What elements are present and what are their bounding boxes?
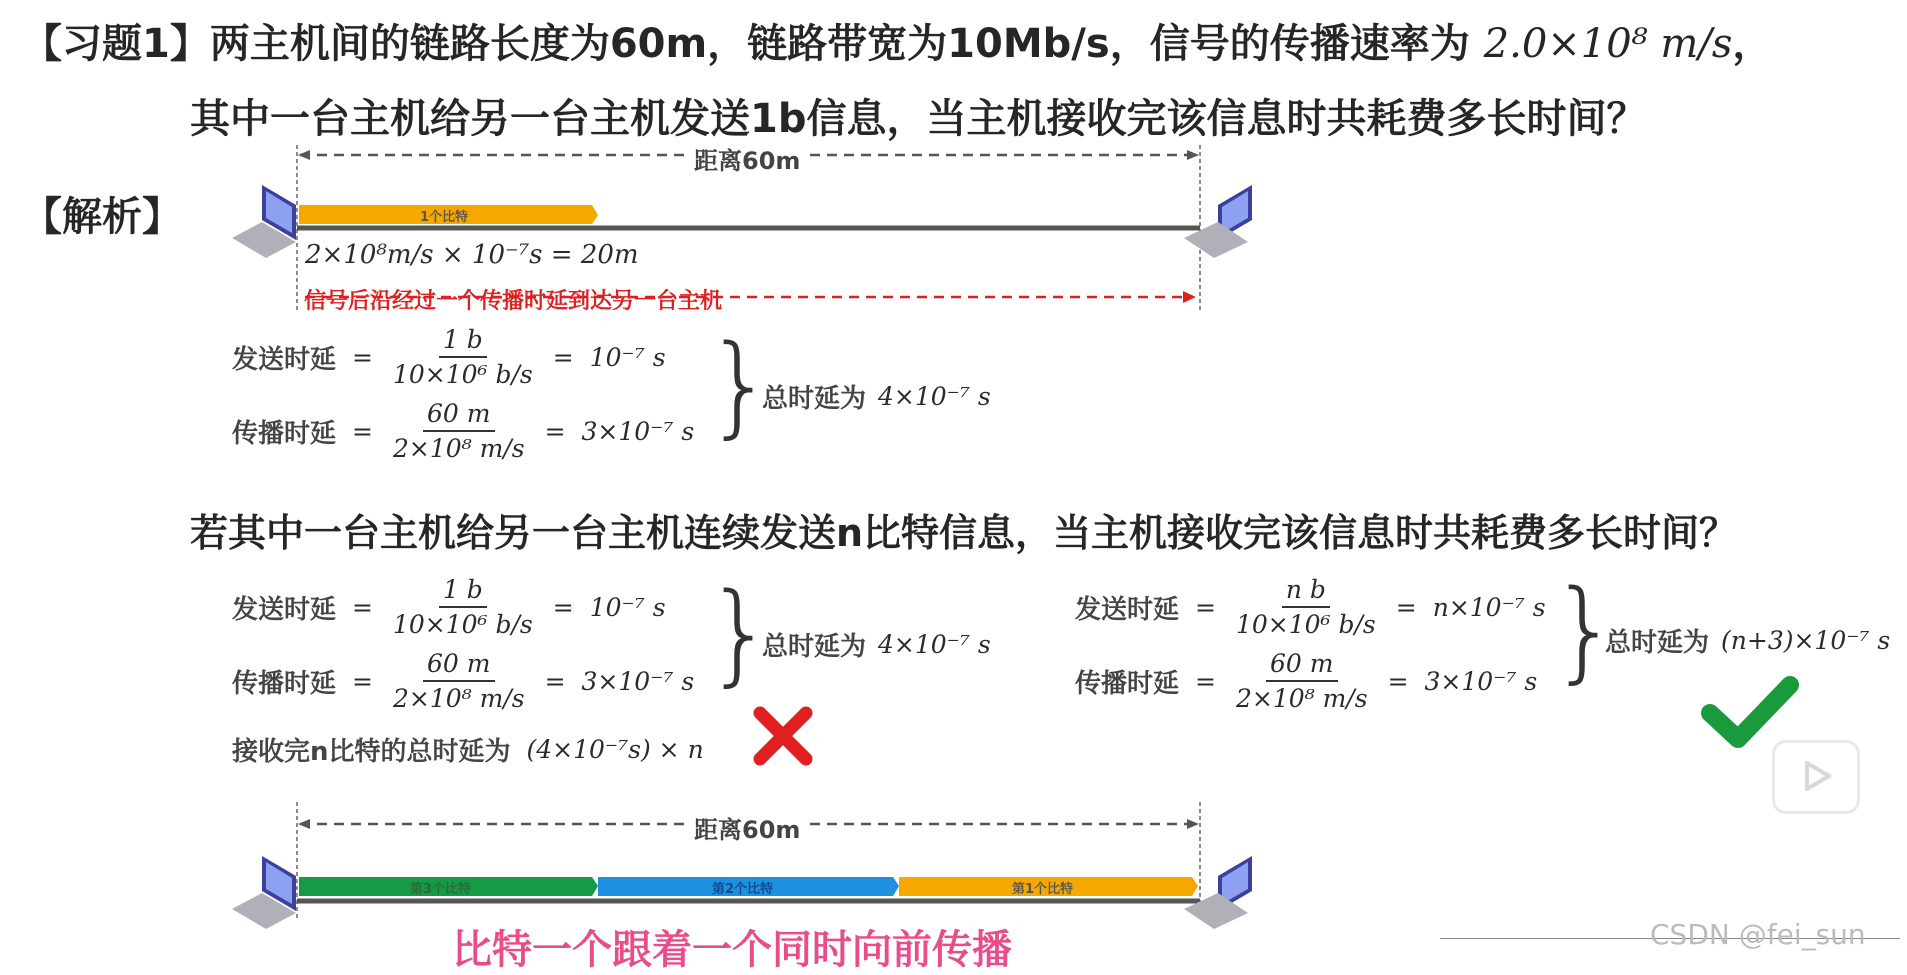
prop-delay-label: 传播时延	[1075, 668, 1180, 699]
speed-math: 2.0×10⁸ m/s	[1483, 21, 1733, 67]
laptop-left-icon	[232, 185, 296, 258]
equals-sign: =	[552, 342, 574, 372]
diagram-n-bits	[0, 790, 1907, 971]
send-delay-numerator: 1 b	[439, 325, 487, 358]
send-delay-numerator: n b	[1282, 575, 1330, 608]
send-delay-label: 发送时延	[232, 594, 337, 625]
send-delay-label: 发送时延	[232, 344, 337, 375]
total-delay-right	[1605, 622, 1890, 659]
question-2: 若其中一台主机给另一台主机连续发送n比特信息，当主机接收完该信息时共耗费多长时间？	[190, 511, 1738, 555]
total-delay-label: 总时延为	[762, 384, 867, 414]
send-delay-label: 发送时延	[1075, 594, 1180, 625]
prop-delay-numerator: 60 m	[423, 399, 494, 432]
equals-sign: =	[1387, 666, 1409, 696]
equals-sign: =	[1195, 666, 1216, 696]
equals-sign: =	[1395, 592, 1417, 622]
prop-delay-row-right	[1075, 649, 1546, 713]
wrong-total-row	[232, 731, 704, 768]
prop-delay-row-wrong	[232, 649, 704, 713]
send-delay-numerator: 1 b	[439, 575, 487, 608]
prop-delay-fraction	[389, 649, 529, 713]
total-delay-value: (n+3)×10⁻⁷ s	[1721, 626, 1891, 655]
equals-sign: =	[352, 416, 373, 446]
equations-block-wrong	[232, 575, 704, 768]
send-delay-result: 10⁻⁷ s	[589, 592, 666, 622]
diagram-1-lines	[0, 0, 1907, 330]
total-delay-label: 总时延为	[1605, 628, 1710, 658]
distance-label-2: 距离60m	[694, 816, 801, 844]
equations-block-right	[1075, 575, 1546, 713]
prop-delay-numerator: 60 m	[1266, 649, 1337, 682]
send-delay-row-wrong	[232, 575, 704, 639]
prop-delay-denominator: 2×10⁸ m/s	[1235, 684, 1368, 713]
send-delay-result: n×10⁻⁷ s	[1432, 592, 1546, 622]
equals-sign: =	[352, 666, 373, 696]
distance-calc: 2×10⁸m/s × 10⁻⁷s = 20m	[305, 240, 639, 270]
brace-2: }	[705, 569, 775, 697]
total-delay-value: 4×10⁻⁷ s	[878, 382, 991, 411]
prop-delay-label: 传播时延	[232, 668, 337, 699]
caption-pink: 比特一个跟着一个同时向前传播	[452, 927, 1012, 973]
wrong-total-value: (4×10⁻⁷s) × n	[526, 735, 704, 764]
prop-delay-denominator: 2×10⁸ m/s	[392, 434, 525, 463]
equations-block-1	[232, 325, 694, 463]
brace-3: }	[1550, 566, 1620, 694]
prop-delay-label: 传播时延	[232, 418, 337, 449]
prop-delay-numerator: 60 m	[423, 649, 494, 682]
diagram-single-bit	[0, 0, 1907, 330]
equals-sign: =	[1195, 592, 1216, 622]
equals-sign: =	[352, 592, 373, 622]
brace-1: }	[705, 321, 775, 449]
equals-sign: =	[552, 592, 574, 622]
laptop-left-icon-2	[232, 856, 296, 929]
prop-delay-fraction	[1232, 649, 1372, 713]
wrong-total-label: 接收完n比特的总时延为	[232, 737, 511, 767]
analysis-tag: 【解析】	[22, 194, 182, 240]
send-delay-result: 10⁻⁷ s	[589, 342, 666, 372]
equals-sign: =	[544, 666, 566, 696]
bit-label: 1个比特	[420, 210, 469, 225]
send-delay-row-right	[1075, 575, 1546, 639]
wrong-cross-icon	[752, 705, 814, 767]
prop-delay-result: 3×10⁻⁷ s	[581, 416, 695, 446]
problem-tag: 【习题1】	[22, 21, 210, 67]
problem-text-1: 两主机间的链路长度为60m，链路带宽为10Mb/s，信号的传播速率为	[209, 21, 1470, 67]
send-delay-denominator: 10×10⁶ b/s	[1235, 610, 1376, 639]
send-delay-row	[232, 325, 694, 389]
total-delay-1	[762, 378, 991, 415]
prop-delay-fraction	[389, 399, 529, 463]
prop-delay-denominator: 2×10⁸ m/s	[392, 684, 525, 713]
equals-sign: =	[352, 342, 373, 372]
total-delay-label: 总时延为	[762, 632, 867, 662]
total-delay-value: 4×10⁻⁷ s	[878, 630, 991, 659]
watermark: CSDN @fei_sun	[1650, 918, 1866, 951]
prop-delay-result: 3×10⁻⁷ s	[581, 666, 695, 696]
send-delay-fraction	[389, 575, 537, 639]
total-delay-wrong	[762, 626, 991, 663]
distance-label-1: 距离60m	[694, 147, 801, 175]
problem-line-2: 其中一台主机给另一台主机发送1b信息，当主机接收完该信息时共耗费多长时间？	[190, 96, 1647, 142]
send-delay-denominator: 10×10⁶ b/s	[392, 610, 533, 639]
equals-sign: =	[544, 416, 566, 446]
signal-note: 信号后沿经过一个传播时延到达另一台主机	[304, 289, 723, 314]
laptop-right-icon-2	[1184, 856, 1252, 929]
send-delay-fraction	[389, 325, 537, 389]
problem-line1-end: ，	[1732, 21, 1773, 67]
send-delay-denominator: 10×10⁶ b/s	[392, 360, 533, 389]
seg1-label: 第1个比特	[1012, 882, 1074, 897]
seg2-label: 第2个比特	[712, 882, 774, 897]
laptop-right-icon	[1184, 185, 1252, 258]
prop-delay-row	[232, 399, 694, 463]
seg3-label: 第3个比特	[410, 882, 472, 897]
send-delay-fraction	[1232, 575, 1380, 639]
prop-delay-result: 3×10⁻⁷ s	[1424, 666, 1538, 696]
